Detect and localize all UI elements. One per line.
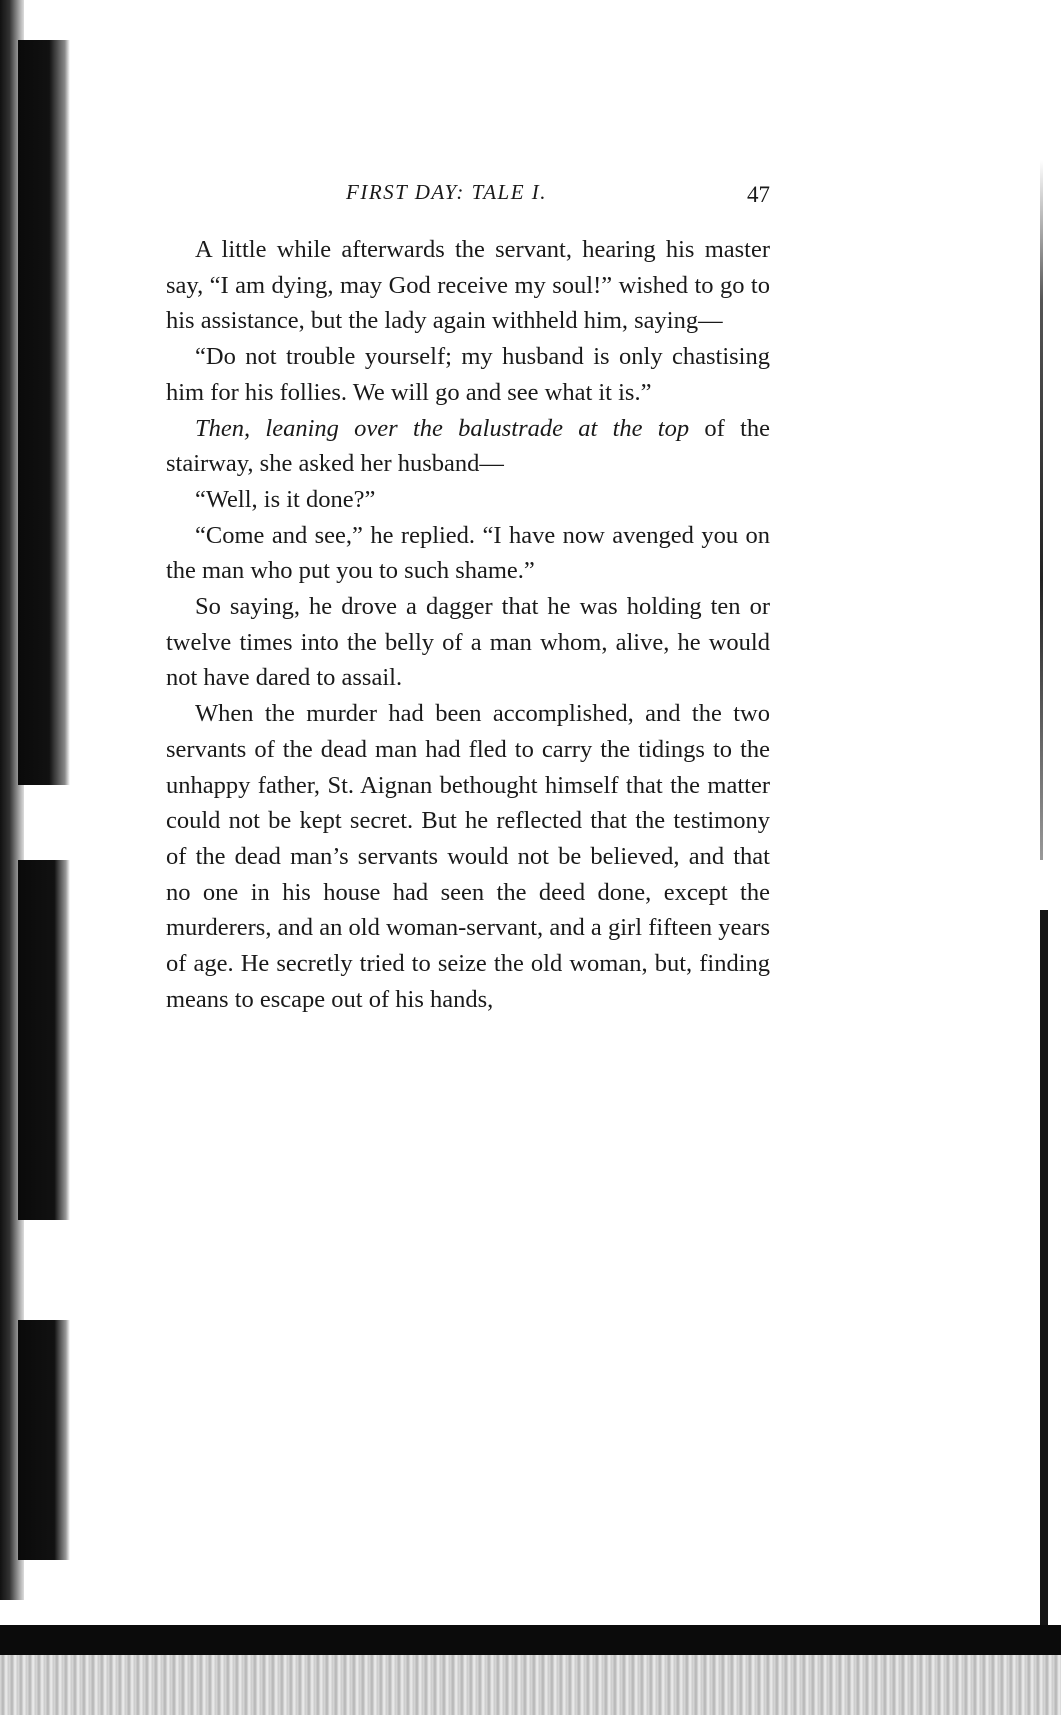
paragraph-3-rest: of the stairway, she asked her husband— — [166, 414, 771, 478]
paragraph-7: When the murder had been accomplished, and the two servants of the dead man had fled to carry the tidings to the unhappy father, St. Aignan bethought himself that the matter could not be kept secret. But he reflected that the testimony of the dead man’s servants would not be believed, and that no one in his house had seen the deed done, except the murderers, and an old woman-servant, and a girl fifteen years of age. He secretly tried to seize the old woman, but, finding means to escape out of his hands, — [166, 700, 770, 1013]
paragraph-6: So saying, he drove a dagger that he was holding ten or twelve times into the belly of a man whom, alive, he would not have dared to assail. — [166, 593, 770, 692]
paragraph-5: “Come and see,” he replied. “I have now avenged you on the man who put you to such shame.” — [166, 521, 770, 585]
running-head — [166, 180, 770, 214]
body-text — [166, 232, 770, 1017]
paragraph-3 — [166, 411, 770, 482]
paragraph-3-italic: Then, leaning over the balustrade at the top — [195, 414, 690, 442]
paragraph-2: “Do not trouble yourself; my husband is only chastising him for his follies. We will go and see what it is.” — [166, 343, 770, 406]
scan-shadow-top — [18, 40, 70, 785]
page-number: 47 — [747, 182, 770, 207]
paragraph-1: A little while afterwards the servant, hearing his master say, “I am dying, may God receive my soul!” wished to go to his assistance, but the lady again withheld him, saying— — [166, 236, 770, 335]
scan-bottom-edge — [0, 1625, 1061, 1655]
scan-right-edge — [1040, 160, 1043, 860]
scan-shadow-bottom — [18, 1320, 70, 1560]
scan-shadow-middle — [18, 860, 70, 1220]
running-title: FIRST DAY: TALE I. — [346, 180, 548, 204]
scan-bottom-noise — [0, 1655, 1061, 1715]
paragraph-4: “Well, is it done?” — [195, 485, 376, 513]
scan-right-shadow — [1040, 910, 1048, 1630]
